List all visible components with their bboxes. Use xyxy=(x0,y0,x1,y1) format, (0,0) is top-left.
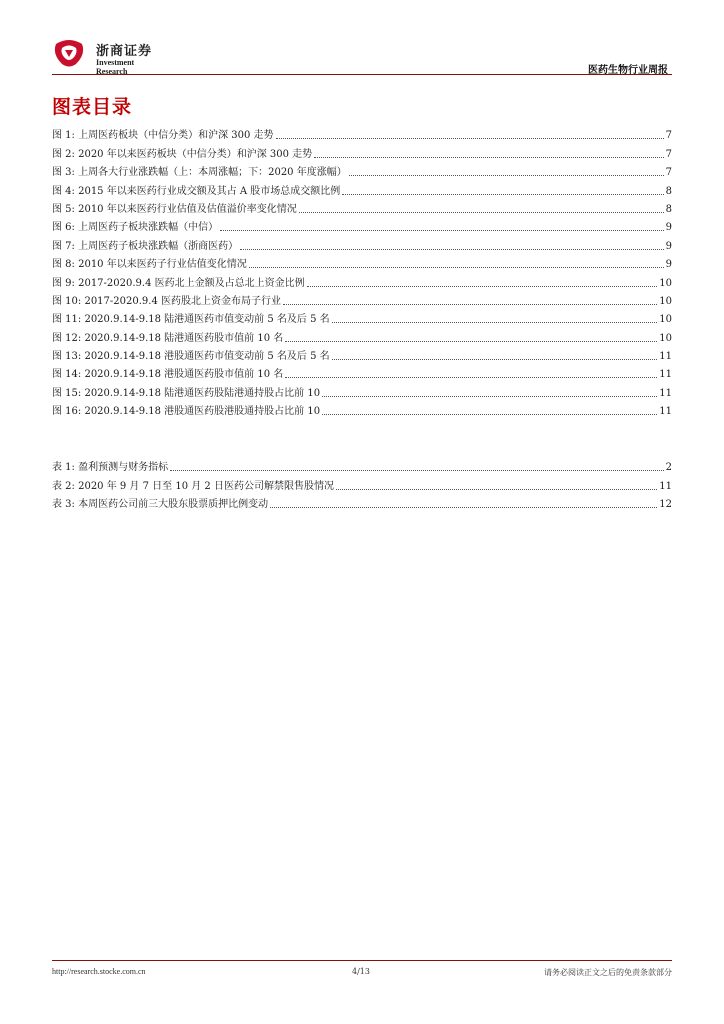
dot-leader xyxy=(285,341,657,342)
toc-entry-label: 图 13: 2020.9.14-9.18 港股通医药市值变动前 5 名及后 5 名 xyxy=(52,351,330,363)
toc-entry-label: 图 7: 上周医药子板块涨跌幅（浙商医药） xyxy=(52,240,239,252)
toc-entry-page: 12 xyxy=(659,499,672,511)
dot-leader xyxy=(283,304,657,305)
figure-list xyxy=(52,124,672,418)
dot-leader xyxy=(322,396,657,397)
toc-entry[interactable] xyxy=(52,493,672,511)
toc-entry-label: 图 16: 2020.9.14-9.18 港股通医药股港股通持股占比前 10 xyxy=(52,406,321,418)
toc-entry[interactable] xyxy=(52,271,672,289)
dot-leader xyxy=(240,249,664,250)
toc-entry-page: 10 xyxy=(659,332,672,344)
toc-entry-page: 9 xyxy=(665,240,672,252)
toc-entry-label: 图 10: 2017-2020.9.4 医药股北上资金布局子行业 xyxy=(52,295,281,307)
footer-url[interactable]: http://research.stocke.com.cn xyxy=(52,967,146,976)
toc-entry[interactable] xyxy=(52,142,672,160)
toc-entry-label: 图 11: 2020.9.14-9.18 陆港通医药市值变动前 5 名及后 5 名 xyxy=(52,314,330,326)
toc-entry-label: 图 5: 2010 年以来医药行业估值及估值溢价率变化情况 xyxy=(52,203,297,215)
toc-entry-page: 7 xyxy=(665,130,672,142)
toc-entry[interactable] xyxy=(52,474,672,492)
dot-leader xyxy=(285,377,657,378)
toc-entry-label: 表 1: 盈利预测与财务指标 xyxy=(52,462,169,474)
toc-entry-page: 8 xyxy=(665,203,672,215)
toc-entry[interactable] xyxy=(52,345,672,363)
dot-leader xyxy=(220,230,664,231)
toc-entry-page: 11 xyxy=(659,406,672,418)
toc-entry-label: 图 12: 2020.9.14-9.18 陆港通医药股市值前 10 名 xyxy=(52,332,284,344)
toc-entry-page: 7 xyxy=(665,167,672,179)
toc-entry-page: 10 xyxy=(659,277,672,289)
toc-entry[interactable] xyxy=(52,400,672,418)
toc-entry-page: 11 xyxy=(659,351,672,363)
toc-entry[interactable] xyxy=(52,363,672,381)
toc-entry[interactable] xyxy=(52,198,672,216)
toc-entry[interactable] xyxy=(52,216,672,234)
toc-entry-page: 10 xyxy=(659,295,672,307)
toc-entry-page: 9 xyxy=(665,259,672,271)
toc-entry-label: 表 2: 2020 年 9 月 7 日至 10 月 2 日医药公司解禁限售股情况 xyxy=(52,480,334,492)
toc-entry-page: 11 xyxy=(659,480,672,492)
toc-entry-label: 图 14: 2020.9.14-9.18 港股通医药股市值前 10 名 xyxy=(52,369,284,381)
toc-entry-label: 图 6: 上周医药子板块涨跌幅（中信） xyxy=(52,222,219,234)
toc-entry[interactable] xyxy=(52,253,672,271)
toc-entry[interactable] xyxy=(52,234,672,252)
page-number: 4/13 xyxy=(352,967,370,976)
toc-entry-page: 11 xyxy=(659,369,672,381)
toc-entry-page: 11 xyxy=(659,387,672,399)
toc-entry[interactable] xyxy=(52,124,672,142)
page-title: 图表目录 xyxy=(52,96,133,118)
toc-entry[interactable] xyxy=(52,456,672,474)
toc-entry-label: 图 9: 2017-2020.9.4 医药北上金额及占总北上资金比例 xyxy=(52,277,305,289)
toc-entry-label: 图 8: 2010 年以来医药子行业估值变化情况 xyxy=(52,259,247,271)
toc-entry-page: 10 xyxy=(659,314,672,326)
dot-leader xyxy=(270,507,657,508)
footer-divider xyxy=(52,960,672,961)
toc-entry[interactable] xyxy=(52,290,672,308)
toc-entry-label: 图 4: 2015 年以来医药行业成交额及其占 A 股市场总成交额比例 xyxy=(52,185,341,197)
dot-leader xyxy=(314,157,663,158)
toc-entry-page: 8 xyxy=(665,185,672,197)
toc-entry[interactable] xyxy=(52,308,672,326)
toc-entry[interactable] xyxy=(52,326,672,344)
dot-leader xyxy=(249,267,664,268)
logo-english-name: Investment Research xyxy=(96,58,135,76)
zheshang-logo-icon xyxy=(52,38,86,68)
dot-leader xyxy=(276,138,664,139)
toc-entry-label: 图 3: 上周各大行业涨跌幅（上：本周涨幅；下：2020 年度涨幅） xyxy=(52,167,347,179)
dot-leader xyxy=(349,175,664,176)
report-type: 医药生物行业周报 xyxy=(588,65,668,76)
toc-entry[interactable] xyxy=(52,381,672,399)
header-divider xyxy=(52,74,672,75)
toc-entry-label: 表 3: 本周医药公司前三大股东股票质押比例变动 xyxy=(52,499,269,511)
toc-entry[interactable] xyxy=(52,161,672,179)
toc-entry-label: 图 1: 上周医药板块（中信分类）和沪深 300 走势 xyxy=(52,130,274,142)
company-logo xyxy=(52,38,162,76)
dot-leader xyxy=(332,359,658,360)
dot-leader xyxy=(307,286,658,287)
dot-leader xyxy=(342,194,663,195)
dot-leader xyxy=(332,322,658,323)
toc-entry[interactable] xyxy=(52,179,672,197)
toc-entry-page: 9 xyxy=(665,222,672,234)
footer-disclaimer: 请务必阅读正文之后的免责条款部分 xyxy=(544,968,672,977)
dot-leader xyxy=(299,212,664,213)
toc-entry-page: 2 xyxy=(665,462,672,474)
toc-entry-label: 图 15: 2020.9.14-9.18 陆港通医药股陆港通持股占比前 10 xyxy=(52,387,321,399)
dot-leader xyxy=(336,489,657,490)
toc-entry-page: 7 xyxy=(665,148,672,160)
toc-entry-label: 图 2: 2020 年以来医药板块（中信分类）和沪深 300 走势 xyxy=(52,148,313,160)
dot-leader xyxy=(322,414,657,415)
logo-chinese-name: 浙商证券 xyxy=(96,44,153,59)
dot-leader xyxy=(170,470,664,471)
table-list xyxy=(52,456,672,511)
